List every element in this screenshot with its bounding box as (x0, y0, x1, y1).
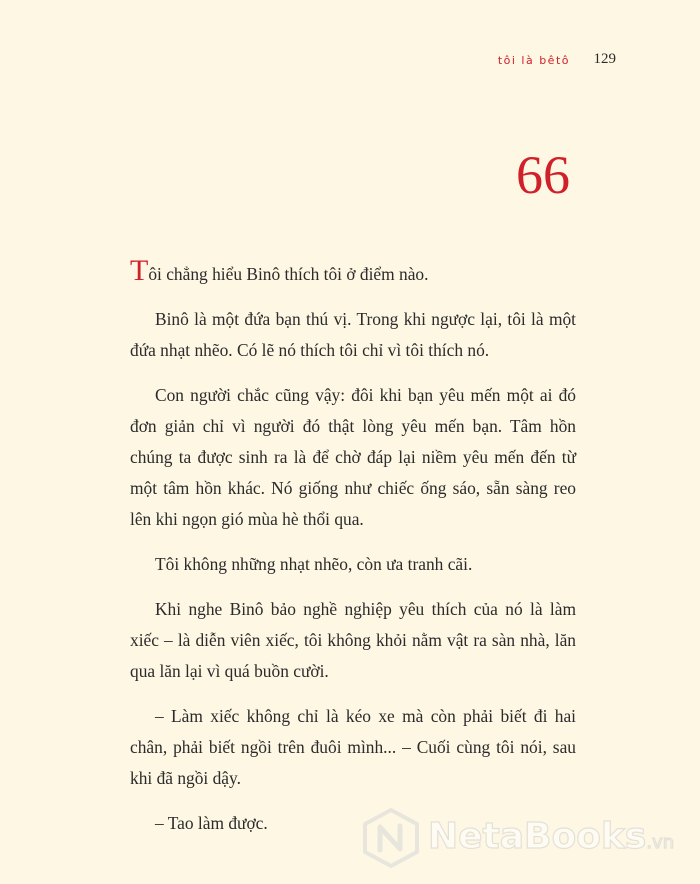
paragraph-6: – Làm xiếc không chỉ là kéo xe mà còn phải biết đi hai chân, phải biết ngồi trên đuôi mình... – Cuối cùng tôi nói, sau khi đã ngồi dậy. (130, 706, 576, 788)
paragraph-4: Tôi không những nhạt nhẽo, còn ưa tranh cãi. (155, 554, 473, 574)
watermark-brand-name: NetaBooks (428, 816, 647, 857)
drop-cap: T (130, 254, 149, 287)
watermark (362, 808, 692, 876)
paragraph-1-text: ôi chẳng hiểu Binô thích tôi ở điểm nào. (148, 264, 429, 284)
paragraph-3: Con người chắc cũng vậy: đôi khi bạn yêu mến một ai đó đơn giản chỉ vì người đó thật lòng yêu mến bạn. Tâm hồn chúng ta được sinh ra là để chờ đáp lại niềm yêu mến đến từ một tâm hồn khác. Nó giống như chiếc ống sáo, sẵn sàng reo lên khi ngọn gió mùa hè thổi qua. (130, 385, 576, 529)
netabooks-logo-icon (362, 808, 420, 868)
paragraph-2: Binô là một đứa bạn thú vị. Trong khi ngược lại, tôi là một đứa nhạt nhẽo. Có lẽ nó thích tôi chỉ vì tôi thích nó. (130, 309, 576, 360)
watermark-suffix: .vn (646, 832, 675, 853)
paragraph-7: – Tao làm được. (155, 813, 268, 833)
chapter-number: 66 (516, 145, 570, 205)
running-header: tôi là bêtô (497, 54, 570, 67)
page-number: 129 (593, 51, 616, 67)
paragraph-5: Khi nghe Binô bảo nghề nghiệp yêu thích của nó là làm xiếc – là diễn viên xiếc, tôi không khỏi nằm vật ra sàn nhà, lăn qua lăn lại vì quá buồn cười. (130, 599, 576, 681)
body-text (130, 256, 576, 853)
paragraph-1 (130, 256, 576, 290)
watermark-brand (428, 816, 674, 857)
